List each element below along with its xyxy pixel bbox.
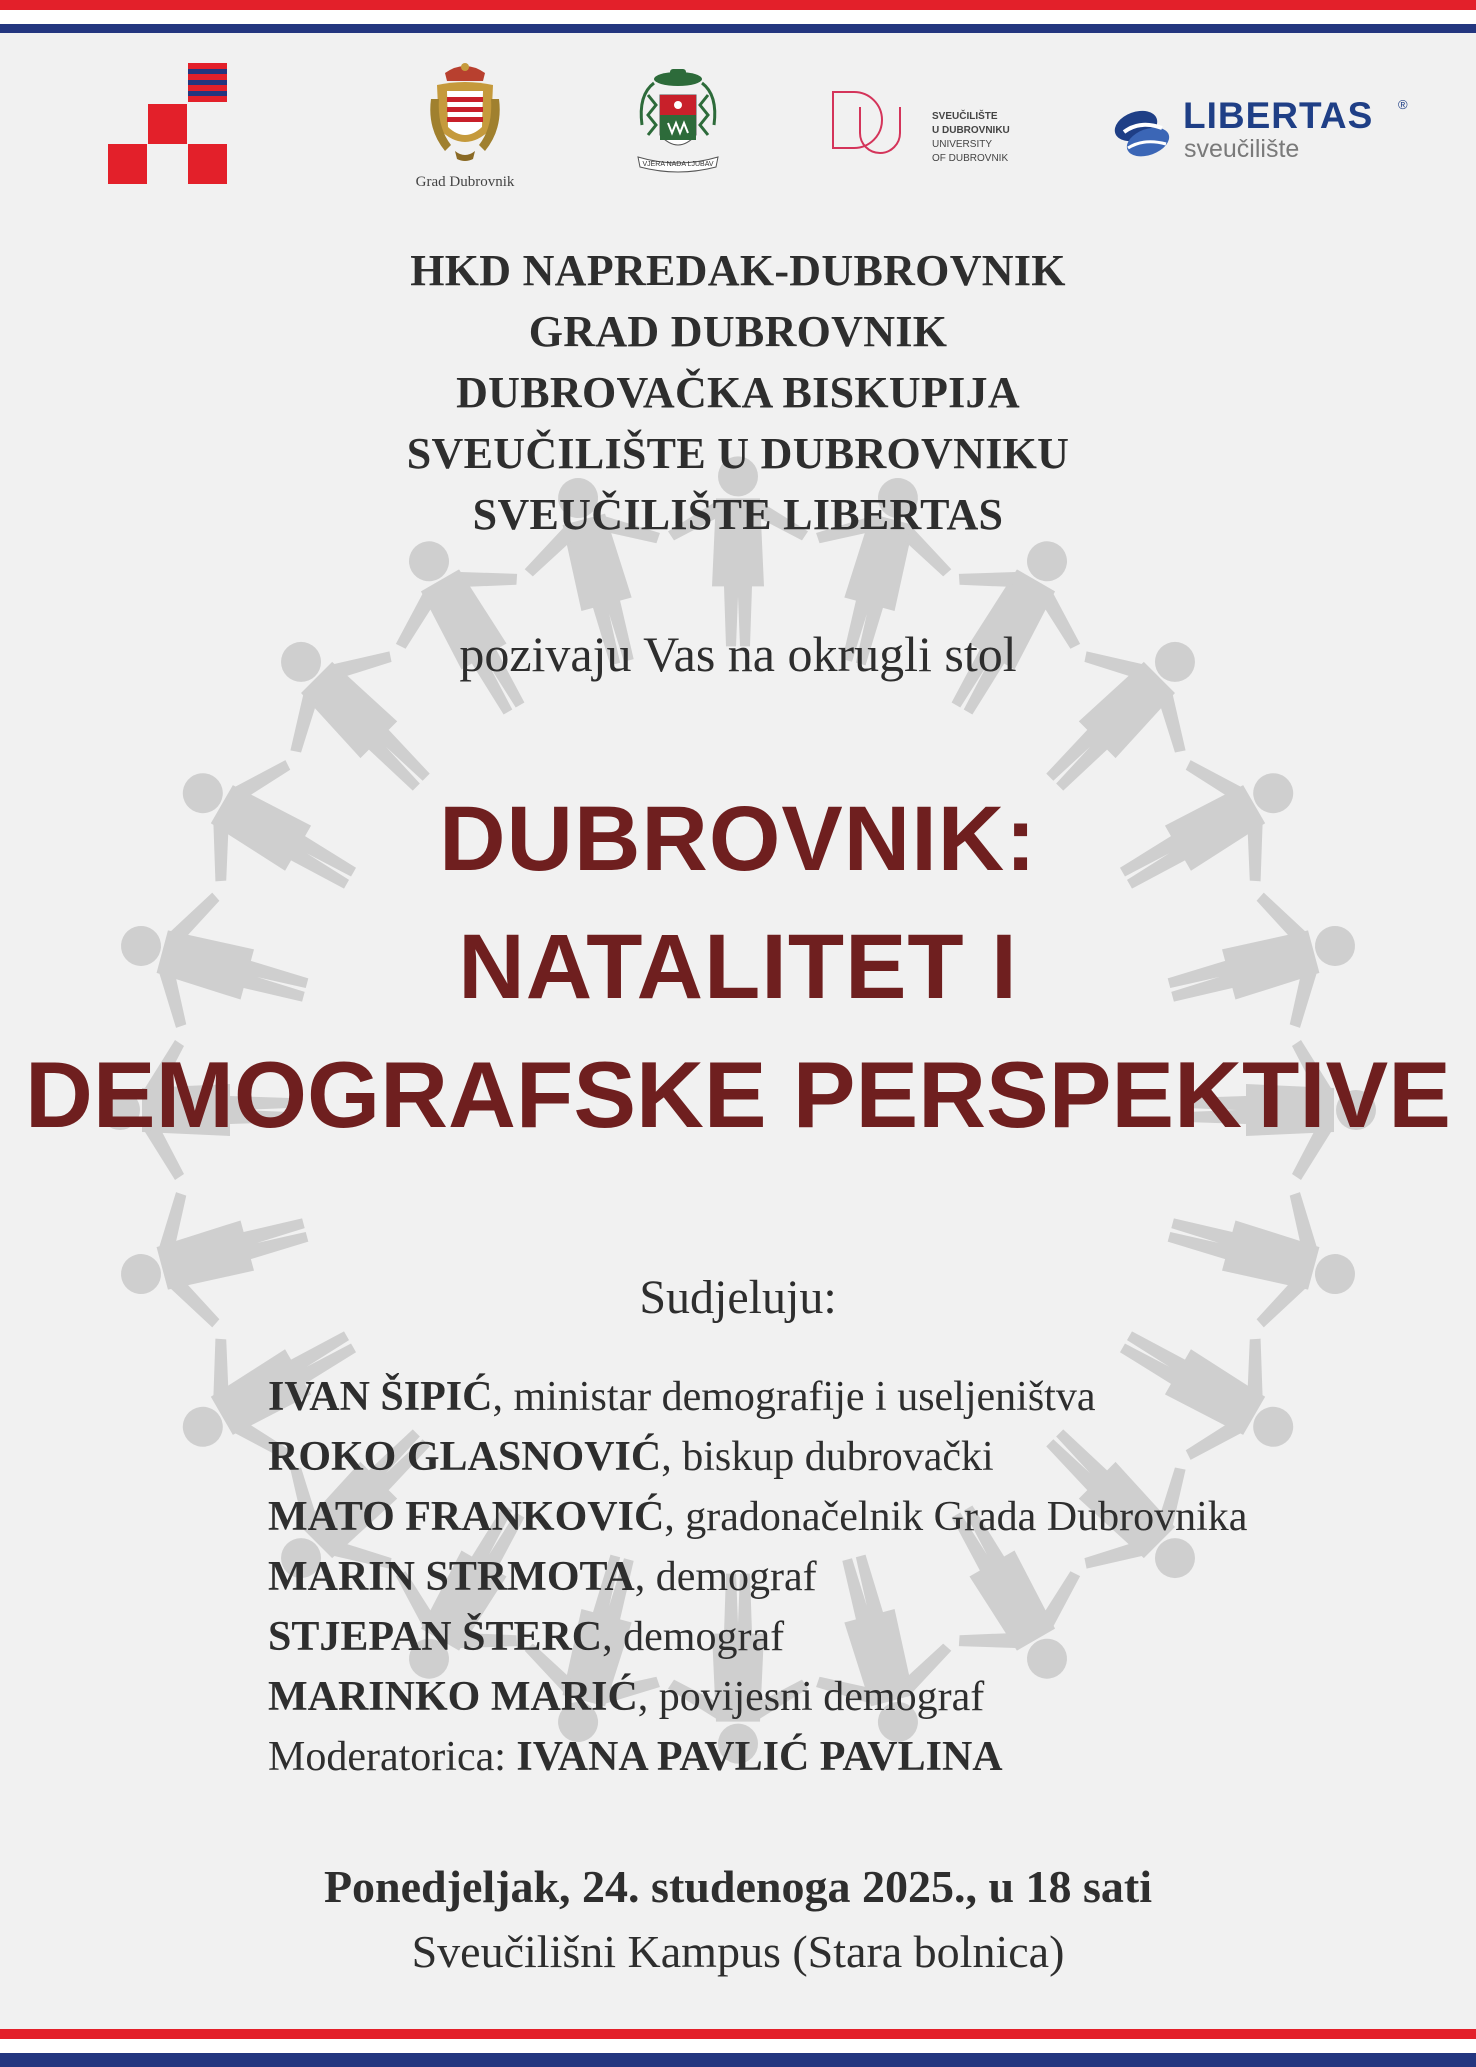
participant-name: IVAN ŠIPIĆ [268,1374,493,1420]
grad-dubrovnik-crest-logo [425,59,505,177]
organizers-list [0,240,1476,545]
title-line-1: DUBROVNIK: [439,788,1037,890]
participant-row [268,1367,1418,1427]
participant-name: STJEPAN ŠTERC [268,1614,603,1660]
du-line-4: OF DUBROVNIK [932,153,1009,164]
university-dubrovnik-text [932,110,1052,166]
libertas-emblem-logo [1110,102,1176,164]
logos-row [0,55,1476,205]
participant-name: MARIN STRMOTA [268,1554,635,1600]
participant-role: , demograf [602,1614,785,1660]
grad-dubrovnik-label: Grad Dubrovnik [415,174,515,190]
du-line-2: U DUBROVNIKU [932,125,1010,136]
libertas-name: LIBERTAS [1183,95,1374,136]
participant-role: , demograf [634,1554,817,1600]
moderator-row [268,1727,1418,1787]
organizer-sveuciliste-du: SVEUČILIŠTE U DUBROVNIKU [406,429,1070,478]
libertas-registered-mark: ® [1398,97,1408,112]
napredak-checkerboard-logo [108,63,228,185]
title-line-2: NATALITET I [458,916,1018,1018]
du-line-3: UNIVERSITY [932,139,993,150]
participant-name: MARINKO MARIĆ [268,1674,638,1720]
university-dubrovnik-du-logo [830,89,912,171]
participant-name: MATO FRANKOVIĆ [268,1494,665,1540]
title-line-3: DEMOGRAFSKE PERSPEKTIVE [25,1042,1451,1147]
organizer-biskupija: DUBROVAČKA BISKUPIJA [456,368,1020,417]
organizer-napredak: HKD NAPREDAK-DUBROVNIK [410,246,1066,295]
participants-list [268,1367,1418,1787]
libertas-subtitle: sveučilište [1184,135,1300,163]
du-line-1: SVEUČILIŠTE [932,111,998,122]
event-location: Sveučilišni Kampus (Stara bolnica) [411,1926,1065,1977]
participant-role: , biskup dubrovački [661,1434,994,1480]
participant-row [268,1487,1418,1547]
participant-row [268,1427,1418,1487]
participant-role: , povijesni demograf [637,1674,985,1720]
moderator-name: IVANA PAVLIĆ PAVLINA [516,1734,1003,1780]
participant-role: , ministar demografije i useljeništva [492,1374,1096,1420]
participant-name: ROKO GLASNOVIĆ [268,1434,662,1480]
event-title [0,775,1476,1159]
moderator-label: Moderatorica: [268,1734,517,1780]
organizer-grad: GRAD DUBROVNIK [528,307,948,356]
event-date: Ponedjeljak, 24. studenoga 2025., u 18 sati [323,1861,1153,1912]
invitation-text: pozivaju Vas na okrugli stol [459,626,1017,682]
participant-role: , gradonačelnik Grada Dubrovnika [664,1494,1248,1540]
organizer-libertas: SVEUČILIŠTE LIBERTAS [472,490,1004,539]
participant-row [268,1607,1418,1667]
biskupija-motto: VJERA NADA LJUBAV [642,161,714,168]
participants-heading: Sudjeluju: [639,1271,837,1324]
participant-row [268,1547,1418,1607]
participant-row [268,1667,1418,1727]
